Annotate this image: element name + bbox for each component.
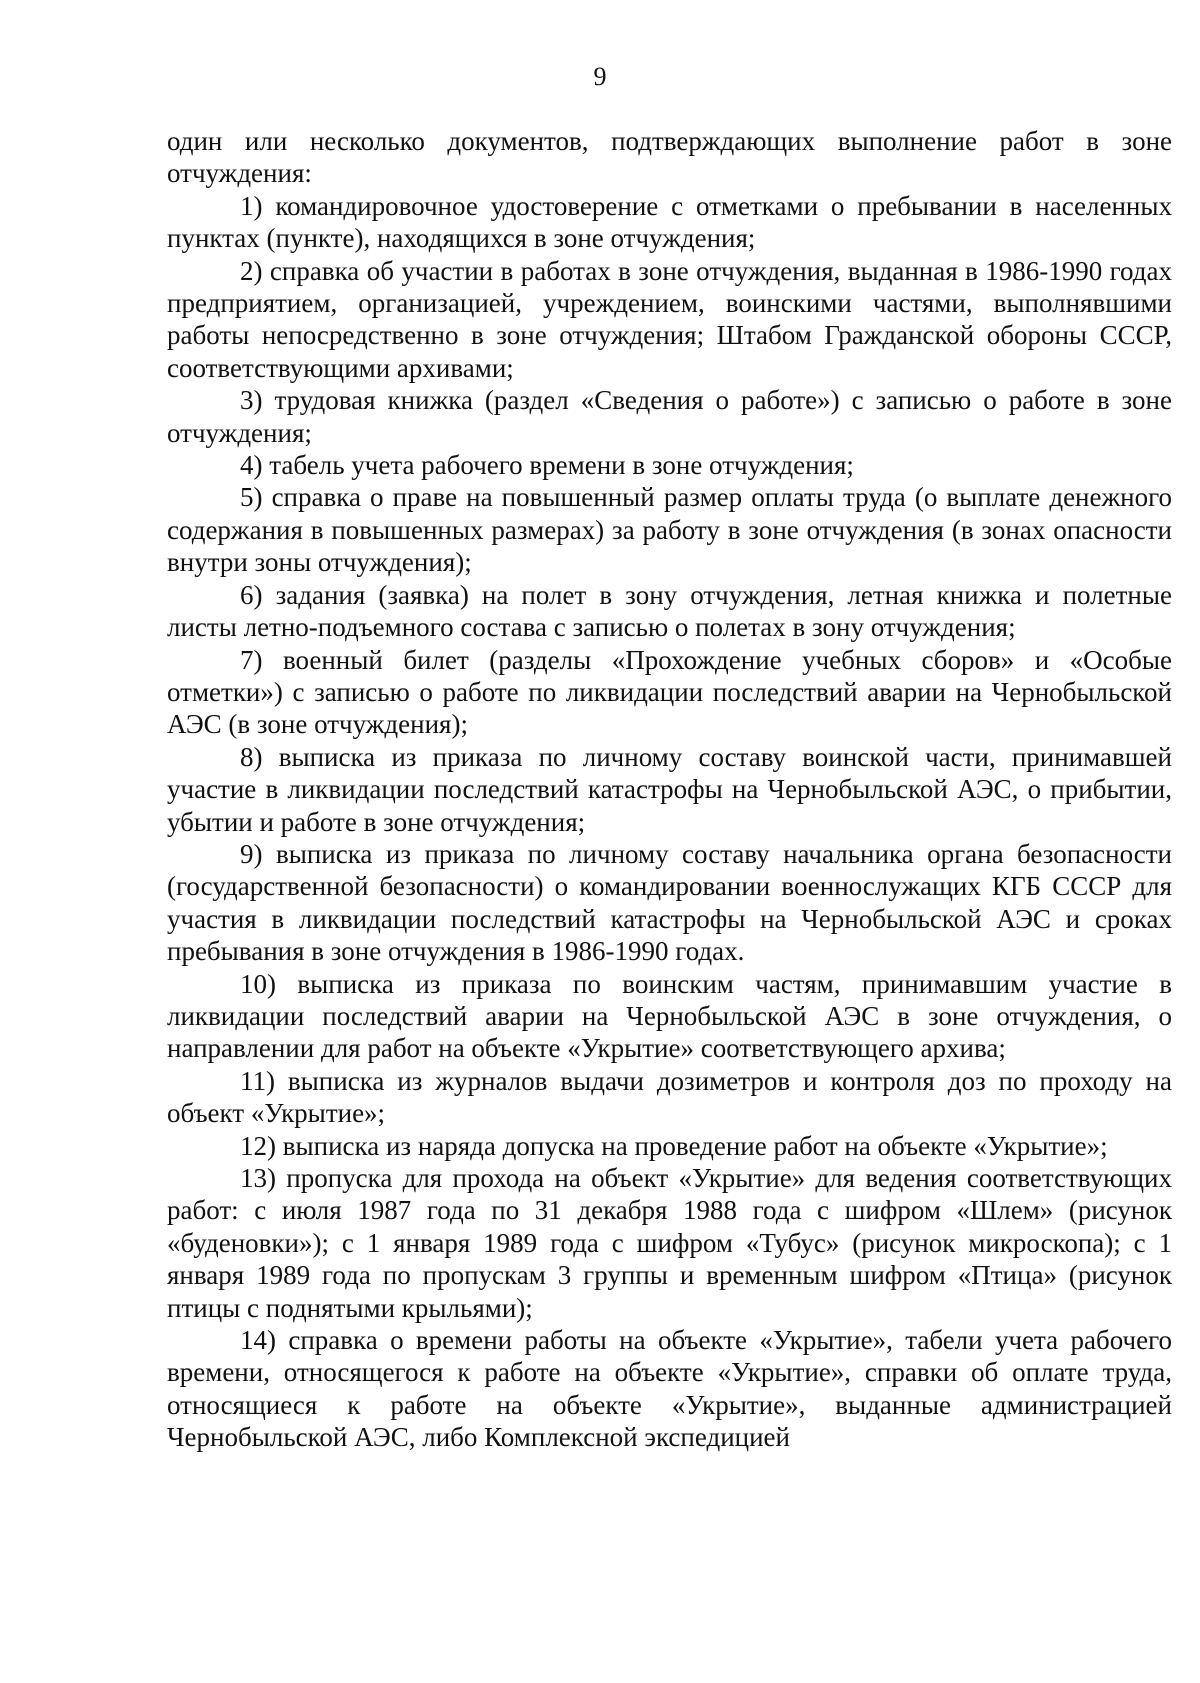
- paragraph-item-11: 11) выписка из журналов выдачи дозиметров и контроля доз по проходу на объект «Укрытие»;: [167, 1065, 1172, 1129]
- page-number: 9: [593, 62, 607, 91]
- paragraph-item-10: 10) выписка из приказа по воинским частям, принимавшим участие в ликвидации последствий аварии на Чернобыльской АЭС в зоне отчуждения, о направлении для работ на объекте «Укрытие» соответствующего архива;: [167, 968, 1172, 1064]
- paragraph-item-9: 9) выписка из приказа по личному составу начальника органа безопасности (государственной безопасности) о командировании военнослужащих КГБ СССР для участия в ликвидации последствий катастрофы на Чернобыльской АЭС и сроках пребывания в зоне отчуждения в 1986-1990 годах.: [167, 838, 1172, 967]
- paragraph-item-4: 4) табель учета рабочего времени в зоне отчуждения;: [240, 450, 854, 481]
- paragraph-intro: один или несколько документов, подтверждающих выполнение работ в зоне отчуждения:: [167, 126, 1172, 189]
- document-body: [167, 125, 1172, 1454]
- paragraph-item-5: 5) справка о праве на повышенный размер оплаты труда (о выплате денежного содержания в повышенных размерах) за работу в зоне отчуждения (в зонах опасности внутри зоны отчуждения);: [167, 482, 1172, 578]
- paragraph-item-3: 3) трудовая книжка (раздел «Сведения о работе») с записью о работе в зоне отчуждения;: [167, 385, 1172, 448]
- paragraph-item-13: 13) пропуска для прохода на объект «Укрытие» для ведения соответствующих работ: с июля 1987 года по 31 декабря 1988 года с шифром «Шлем» (рисунок «буденовки»); с 1 января 1989 года с шифром «Тубус» (рисунок микроскопа); с 1 января 1989 года по пропускам 3 группы и временным шифром «Птица» (рисунок птицы с поднятыми крыльями);: [167, 1163, 1172, 1323]
- paragraph-item-7: 7) военный билет (разделы «Прохождение учебных сборов» и «Особые отметки») с записью о работе по ликвидации последствий аварии на Чернобыльской АЭС (в зоне отчуждения);: [167, 644, 1172, 740]
- paragraph-item-8: 8) выписка из приказа по личному составу воинской части, принимавшей участие в ликвидации последствий катастрофы на Чернобыльской АЭС, о прибытии, убытии и работе в зоне отчуждения;: [167, 741, 1172, 837]
- paragraph-item-6: 6) задания (заявка) на полет в зону отчуждения, летная книжка и полетные листы летно-подъемного состава с записью о полетах в зону отчуждения;: [167, 579, 1172, 643]
- paragraph-item-14: 14) справка о времени работы на объекте «Укрытие», табели учета рабочего времени, относящегося к работе на объекте «Укрытие», справки об оплате труда, относящиеся к работе на объекте «Укрытие», выданные администрацией Чернобыльской АЭС, либо Комплексной экспедицией: [167, 1325, 1172, 1453]
- paragraph-item-2: 2) справка об участии в работах в зоне отчуждения, выданная в 1986-1990 годах предприятием, организацией, учреждением, воинскими частями, выполнявшими работы непосредственно в зоне отчуждения; Штабом Гражданской обороны СССР, соответствующими архивами;: [167, 255, 1172, 383]
- paragraph-item-1: 1) командировочное удостоверение с отметками о пребывании в населенных пунктах (пункте), находящихся в зоне отчуждения;: [167, 190, 1172, 254]
- paragraph-item-12: 12) выписка из наряда допуска на проведение работ на объекте «Укрытие»;: [240, 1130, 1108, 1161]
